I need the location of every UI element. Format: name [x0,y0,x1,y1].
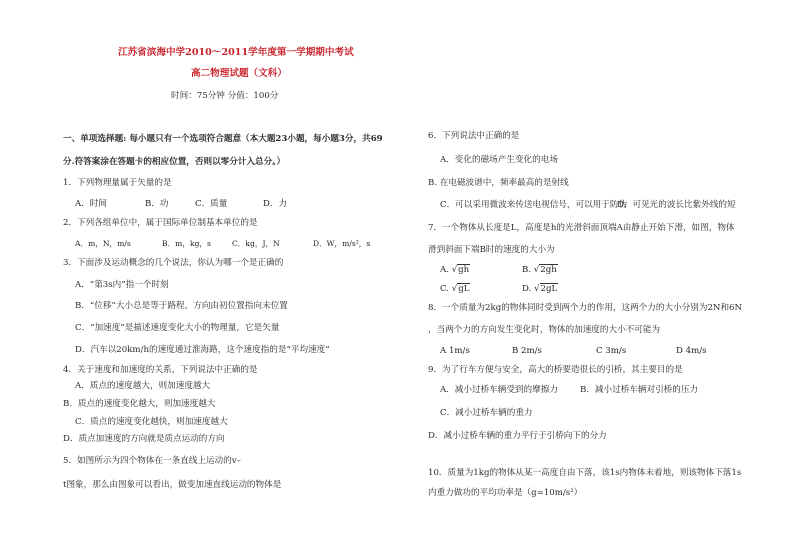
q7-option-c [440,283,522,295]
sqrt-icon: √2gh [533,265,557,275]
q7-option-d-radicand: 2gL [540,284,558,294]
q7-options-row2 [440,283,558,295]
question-7-line1: 7．一个物体从长度是L，高度是h的光滑斜面顶端A由静止开始下滑，如图，物体 [428,223,735,233]
q7-option-b-label: B. [522,265,532,275]
q9-option-c: C．减小过桥车辆的重力 [440,408,533,418]
exam-info: 时间：75分钟 分值：100分 [171,91,279,101]
q7-option-d-label: D. [522,284,532,294]
q7-option-c-label: C. [440,284,450,294]
question-10-line2: 内重力做功的平均功率是（g=10m/s²） [428,488,583,498]
sqrt-icon: √2gL [534,284,558,294]
q1-option-a: A．时间 [75,199,107,209]
question-5-line1: 5．如图所示为四个物体在一条直线上运动的v– [63,456,241,466]
question-8-line2: ，当两个力的方向发生变化时，物体的加速度的大小不可能为 [428,325,661,335]
sqrt-icon: √gh [451,265,470,275]
question-1: 1．下列物理量属于矢量的是 [63,178,172,188]
q3-option-d: D．汽车以20km/h的速度通过淮海路，这个速度指的是“平均速度” [75,345,330,355]
q7-option-a-radicand: gh [458,265,470,275]
q8-option-b: B 2m/s [512,346,542,356]
sqrt-icon: √gL [451,284,470,294]
question-2-options [75,238,370,249]
exam-subtitle: 高二物理试题（文科） [191,68,287,79]
question-5-line2: t图象，那么由图象可以看出，做变加速直线运动的物体是 [63,480,282,490]
q3-option-b: B．“位移”大小总是等于路程，方向由初位置指向末位置 [75,301,288,311]
q9-option-a: A．减小过桥车辆受到的摩擦力 [440,385,558,395]
section-heading-line2: 分.符答案涂在答题卡的相应位置，否则以零分计入总分。） [63,157,286,167]
question-2: 2．下列各组单位中，属于国际单位制基本单位的是 [63,218,258,228]
question-4: 4．关于速度和加速度的关系，下列说法中正确的是 [63,365,258,375]
q2-option-d: D．W，m/s²，s [313,239,371,248]
q7-options-row1 [440,264,558,276]
q6-option-a: A．变化的磁场产生变化的电场 [440,155,558,165]
question-8-options [440,346,707,357]
question-7-line2: 滑到斜面下端B时的速度的大小为 [428,245,555,255]
q4-option-b: B．质点的速度变化越大，则加速度越大 [63,399,216,409]
q2-option-b: B．m，kg，s [162,239,211,248]
q8-option-d: D 4m/s [676,346,707,356]
question-1-options [75,199,287,210]
q7-option-a [440,264,522,276]
question-9: 9．为了行车方便与安全，高大的桥要造很长的引桥，其主要目的是 [428,365,683,375]
q8-option-c: C 3m/s [596,346,627,356]
q6-option-c: C．可以采用微波来传送电视信号，可以用于防伪 [440,200,628,210]
q9-option-b: B．减小过桥车辆对引桥的压力 [580,385,699,395]
q1-option-d: D．力 [263,199,288,209]
q4-option-a: A．质点的速度越大，则加速度越大 [75,381,211,391]
q6-option-d: D．可见光的波长比紫外线的短 [617,200,736,210]
question-8-line1: 8．一个质量为2kg的物体同时受到两个力的作用，这两个力的大小分别为2N和6N [428,303,743,313]
question-10-line1: 10．质量为1kg的物体从某一高度自由下落，该1s内物体未着地，则该物体下落1s [428,468,742,478]
q1-option-c: C．质量 [195,199,228,209]
q7-option-b [522,264,558,276]
q7-option-b-radicand: 2gh [540,265,557,275]
q2-option-c: C．kg，J，N [232,239,280,248]
q7-option-a-label: A. [440,265,449,275]
q1-option-b: B．功 [145,199,169,209]
q9-option-d: D．减小过桥车辆的重力平行于引桥向下的分力 [428,431,607,441]
q4-option-c: C．质点的速度变化越快，则加速度越大 [75,417,228,427]
exam-title: 江苏省滨海中学2010～2011学年度第一学期期中考试 [118,47,354,58]
section-heading-line1: 一、单项选择题: 每小题只有一个选项符合题意（本大题23小题，每小题3分，共69 [63,134,383,144]
question-6: 6．下列说法中正确的是 [428,131,520,141]
question-3: 3．下面涉及运动概念的几个说法，你认为哪一个是正确的 [63,258,284,268]
q8-option-a: A 1m/s [440,346,470,356]
q6-option-b: B. 在电磁波谱中，频率最高的是射线 [428,178,569,188]
q2-option-a: A．m，N，m/s [75,239,131,248]
q4-option-d: D．质点加速度的方向就是质点运动的方向 [63,434,225,444]
q3-option-c: C．“加速度”是描述速度变化大小的物理量，它是矢量 [75,323,280,333]
q3-option-a: A．“第3s内”指一个时刻 [75,280,169,290]
q7-option-c-radicand: gL [458,284,470,294]
q7-option-d [522,283,558,295]
